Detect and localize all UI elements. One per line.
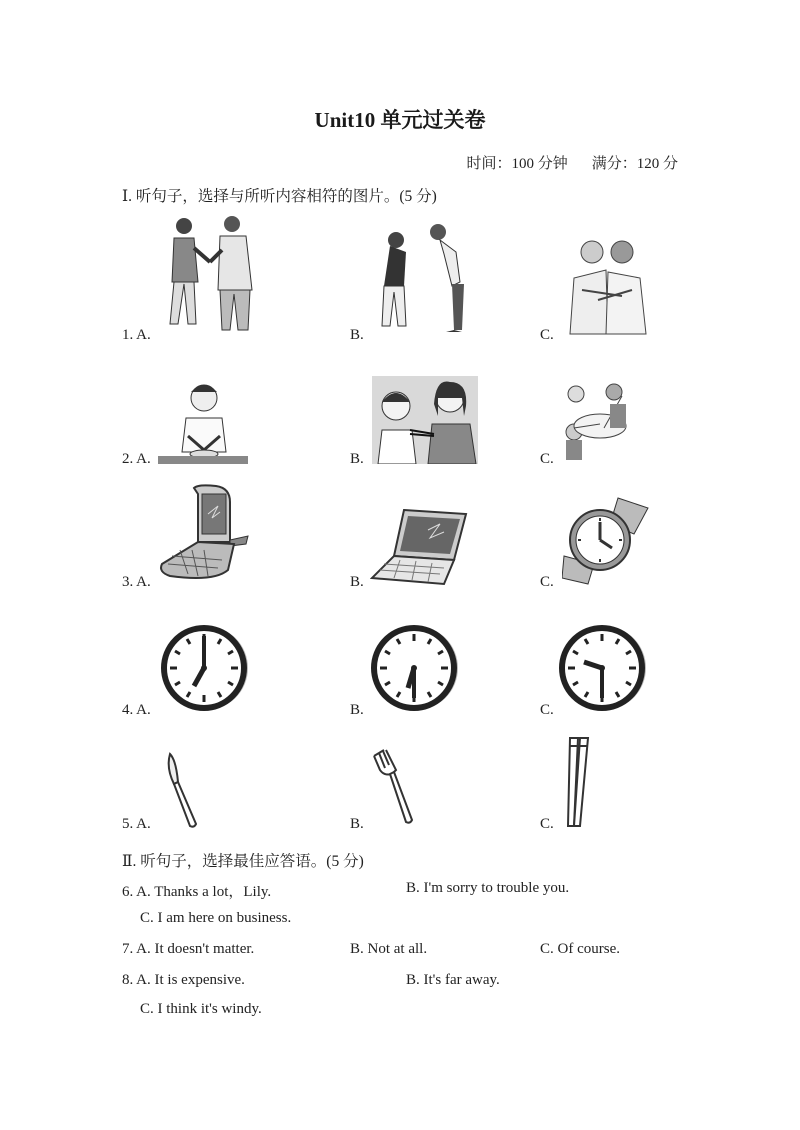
laptop-icon [370, 508, 468, 588]
bowing-icon [370, 222, 480, 338]
time-limit: 时间：100 分钟 [466, 156, 568, 172]
clock-7-icon [158, 622, 250, 714]
section1-heading: Ⅰ. 听句子，选择与所听内容相符的图片。(5 分) [122, 188, 437, 205]
q8-option-a: 8. A. It is expensive. [122, 972, 245, 988]
fork-icon [370, 746, 418, 828]
option-3c-label: C. [540, 574, 554, 590]
option-3a-label: 3. A. [122, 574, 151, 590]
option-4a-label: 4. A. [122, 702, 151, 718]
page-title: Unit10 单元过关卷 [314, 108, 486, 132]
option-2c-label: C. [540, 451, 554, 467]
q6-option-b: B. I'm sorry to trouble you. [406, 880, 570, 896]
q7-option-b: B. Not at all. [350, 941, 428, 957]
option-5c-label: C. [540, 816, 554, 832]
knife-icon [160, 752, 204, 830]
option-1b-label: B. [350, 327, 364, 343]
q8-option-c: C. I think it's windy. [140, 1001, 262, 1017]
option-3b-label: B. [350, 574, 364, 590]
handshake-icon [160, 212, 260, 338]
wristwatch-icon [562, 494, 652, 586]
exam-meta [466, 152, 678, 173]
q6-option-c: C. I am here on business. [140, 910, 292, 926]
q7-option-c: C. Of course. [540, 941, 620, 957]
option-5b-label: B. [350, 816, 364, 832]
cellphone-icon [158, 484, 250, 584]
option-1a-label: 1. A. [122, 327, 151, 343]
chopsticks-icon [558, 736, 594, 830]
section2-heading: Ⅱ. 听句子，选择最佳应答语。(5 分) [122, 853, 364, 870]
option-2a-label: 2. A. [122, 451, 151, 467]
q6-option-a: 6. A. Thanks a lot，Lily. [122, 884, 272, 900]
family-dinner-icon [560, 376, 632, 462]
option-4c-label: C. [540, 702, 554, 718]
boy-eating-icon [158, 378, 248, 464]
q7-option-a: 7. A. It doesn't matter. [122, 941, 255, 957]
option-4b-label: B. [350, 702, 364, 718]
option-1c-label: C. [540, 327, 554, 343]
q8-option-b: B. It's far away. [406, 972, 500, 988]
clock-915-icon [556, 622, 648, 714]
children-chopsticks-icon [372, 376, 478, 464]
option-5a-label: 5. A. [122, 816, 151, 832]
option-2b-label: B. [350, 451, 364, 467]
hugging-icon [562, 234, 652, 338]
clock-630-icon [368, 622, 460, 714]
full-score: 满分：120 分 [591, 156, 678, 172]
